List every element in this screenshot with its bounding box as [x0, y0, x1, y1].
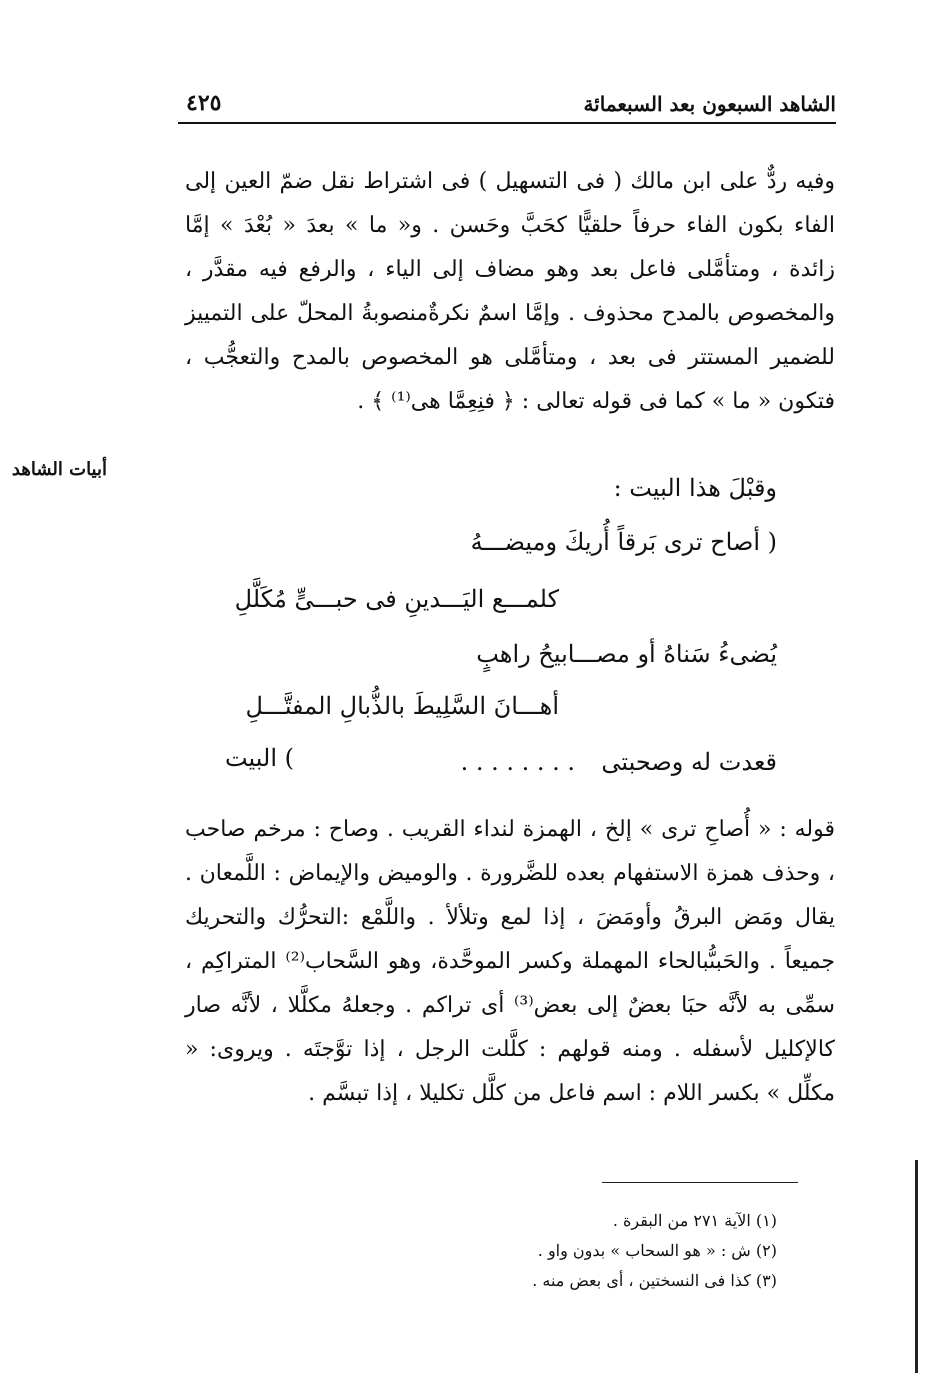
- margin-note: أبيات الشاهد: [11, 459, 107, 480]
- header-rule: [178, 122, 836, 124]
- verse-line-4: أهـــانَ السَّلِيطَ بالذُّبالِ المفتَّـــلِ: [245, 692, 559, 720]
- verse-line-1: ( أصاح ترى بَرقاً أُريكَ وميضـــهُ: [470, 528, 777, 556]
- intro-line: وقبْلَ هذا البيت :: [613, 474, 777, 502]
- verse-line-2: كلمـــع اليَـــدينِ فى حبـــىٍّ مُكَلَّلِ: [234, 585, 559, 613]
- commentary-paragraph-2: قوله : « أُصاحِ ترى » إلخ ، الهمزة لنداء القريب . وصاح : مرخم صاحب ، وحذف همزة الاستفهام بعده للضَّرورة . والوميض والإيماض : اللَّمعان . يقال ومَض البرقُ وأومَضَ ، إذا لمع وتلألأ . واللَّمْع :التحرُّك والتحريك جميعاً . والحَبىُّبالحاء المهملة وكسر الموحَّدة، وهو السَّحاب⁽²⁾ المتراكِم ، سمِّى به لأنَّه حبَا بعضٌ إلى بعض⁽³⁾ أى تراكم . وجعلهُ مكلَّلا ، لأنَّه صار كالإكليل لأسفله . ومنه قولهم : كلَّلت الرجل ، إذا توَّجتَه . ويروى: « مكلِّل » بكسر اللام : اسم فاعل من كلَّل تكليلا ، إذا تبسَّم .: [185, 817, 835, 1106]
- footnote-1: (١) الآية ٢٧١ من البقرة .: [612, 1211, 777, 1230]
- page-number: ٤٢٥: [186, 90, 222, 116]
- commentary-paragraph-1: وفيه ردٌّ على ابن مالك ( فى التسهيل ) فى اشتراط نقل ضمّ العين إلى الفاء بكون الفاء حرفاً حلقيًّا كحَبَّ وحَسن . و« ما » بعدَ « بُعْدَ » إمَّا زائدة ، ومتأمَّلى فاعل بعد وهو مضاف إلى الياء ، والرفع فيه مقدَّر ، والمخصوص بالمدح محذوف . وإمَّا اسمٌ نكرةٌمنصوبةُ المحلّ على التمييز للضمير المستتر فى بعد ، ومتأمَّلى هو المخصوص بالمدح والتعجُّب ، فتكون « ما » كما فى قوله تعالى : ﴿ فنِعِمَّا هى⁽¹⁾ ﴾ .: [185, 169, 835, 414]
- running-title: الشاهد السبعون بعد السبعمائة: [583, 92, 836, 116]
- scan-edge-line: [915, 1160, 918, 1373]
- footnotes: [277, 1206, 777, 1296]
- verse-ellipsis: . . . . . . . .: [460, 748, 575, 776]
- verse-line-3: يُضىءُ سَناهُ أو مصـــابيحُ راهبٍ: [476, 640, 777, 668]
- footnote-separator: [602, 1182, 798, 1183]
- verse-line-5: قعدت له وصحبتى: [601, 748, 777, 776]
- footnote-3: (٣) كذا فى النسختين ، أى بعض منه .: [532, 1271, 777, 1290]
- footnote-2: (٢) ش : « هو السحاب » بدون واو .: [537, 1241, 777, 1260]
- page-header: [178, 86, 836, 124]
- verse-end: ) البيت: [224, 744, 294, 772]
